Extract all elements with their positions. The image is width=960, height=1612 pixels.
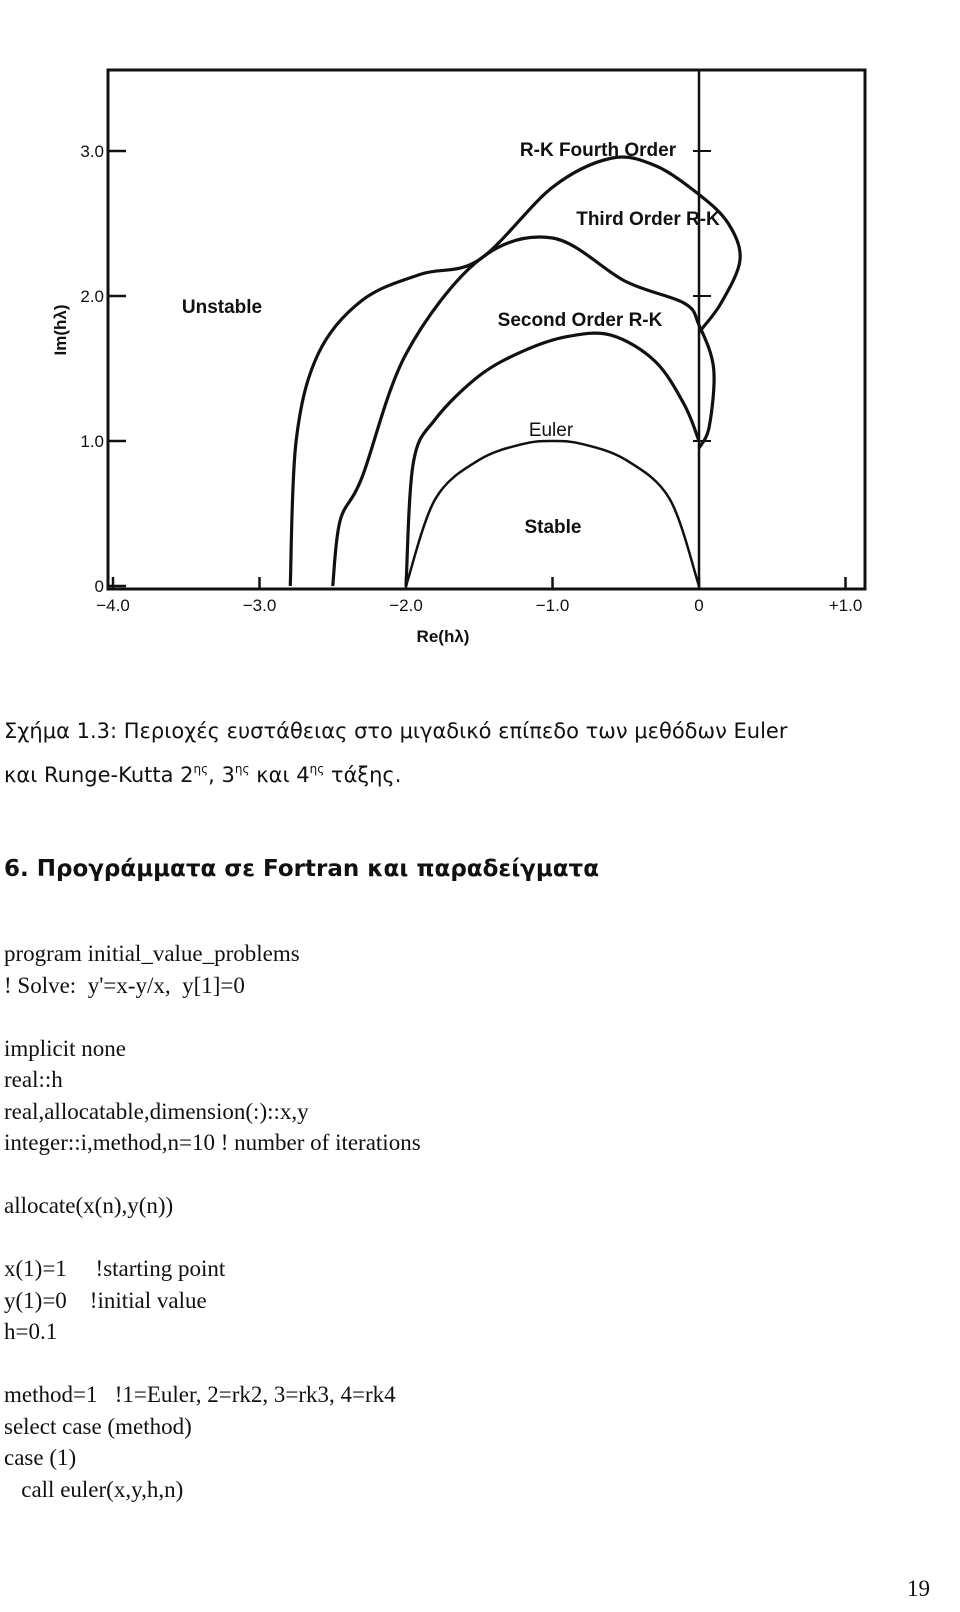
x-tick-label: −1.0: [535, 596, 570, 615]
code-line: select case (method): [4, 1413, 192, 1439]
series-label: R-K Fourth Order: [519, 140, 677, 161]
code-line: real,allocatable,dimension(:)::x,y: [4, 1098, 309, 1124]
y-axis-label: Im(hλ): [51, 304, 70, 356]
code-line: ! Solve: y'=x-y/x, y[1]=0: [4, 972, 245, 998]
y-tick-label: 3.0: [80, 142, 104, 161]
code-line: [4, 1348, 421, 1380]
stability-chart: [0, 0, 960, 680]
x-tick-label: −3.0: [242, 596, 277, 615]
code-line: integer::i,method,n=10 ! number of iterations: [4, 1130, 421, 1155]
caption-sup-2: ης: [193, 762, 209, 776]
figure-caption: [4, 712, 954, 794]
page-number: 19: [907, 1576, 930, 1601]
code-line: program initial_value_problems: [4, 941, 300, 966]
x-tick-label: −4.0: [96, 596, 130, 615]
stability-curve: [333, 237, 714, 586]
code-line: case (1): [4, 1445, 77, 1470]
series-label: Third Order R-K: [576, 209, 720, 230]
region-label: Unstable: [181, 297, 263, 318]
code-line: x(1)=1 !starting point: [4, 1256, 226, 1281]
caption-sup-3: ης: [234, 762, 250, 776]
caption-part-b: , 3: [208, 763, 235, 787]
code-line: y(1)=0 !initial value: [4, 1287, 207, 1313]
plot-frame: [108, 70, 865, 589]
code-line: implicit none: [4, 1035, 127, 1061]
code-line: allocate(x(n),y(n)): [4, 1193, 174, 1218]
x-axis-label: Re(hλ): [416, 627, 470, 646]
x-tick-label: 0: [694, 596, 704, 615]
x-tick-label: −2.0: [389, 596, 423, 615]
code-line: [4, 1001, 421, 1033]
caption-part-d: τάξης.: [324, 763, 402, 787]
code-line: [4, 1222, 421, 1254]
caption-part-a: και Runge-Kutta 2: [4, 763, 194, 787]
y-tick-label: 0: [94, 577, 104, 596]
code-line: real::h: [4, 1067, 63, 1092]
code-line: method=1 !1=Euler, 2=rk2, 3=rk3, 4=rk4: [4, 1382, 396, 1407]
stability-curve: [406, 333, 699, 586]
y-tick-label: 2.0: [80, 287, 104, 306]
stability-region-figure: [0, 0, 960, 680]
region-label: Stable: [524, 517, 582, 538]
caption-sup-4: ης: [309, 762, 325, 776]
series-label: Second Order R-K: [497, 310, 663, 331]
section-heading: 6. Προγράμματα σε Fortran και παραδείγματα: [4, 856, 600, 882]
y-tick-label: 1.0: [80, 432, 104, 451]
code-line: h=0.1: [4, 1319, 58, 1344]
series-label: Euler: [528, 420, 574, 441]
x-tick-label: +1.0: [828, 596, 863, 615]
caption-part-c: και 4: [249, 763, 310, 787]
code-line: call euler(x,y,h,n): [4, 1476, 184, 1502]
stability-curve: [406, 441, 699, 586]
fortran-code-block: [4, 938, 421, 1505]
code-line: [4, 1159, 421, 1191]
caption-line-2: [4, 750, 954, 794]
caption-line-1: Σχήμα 1.3: Περιοχές ευστάθειας στο μιγαδικό επίπεδο των μεθόδων Euler: [4, 719, 788, 743]
